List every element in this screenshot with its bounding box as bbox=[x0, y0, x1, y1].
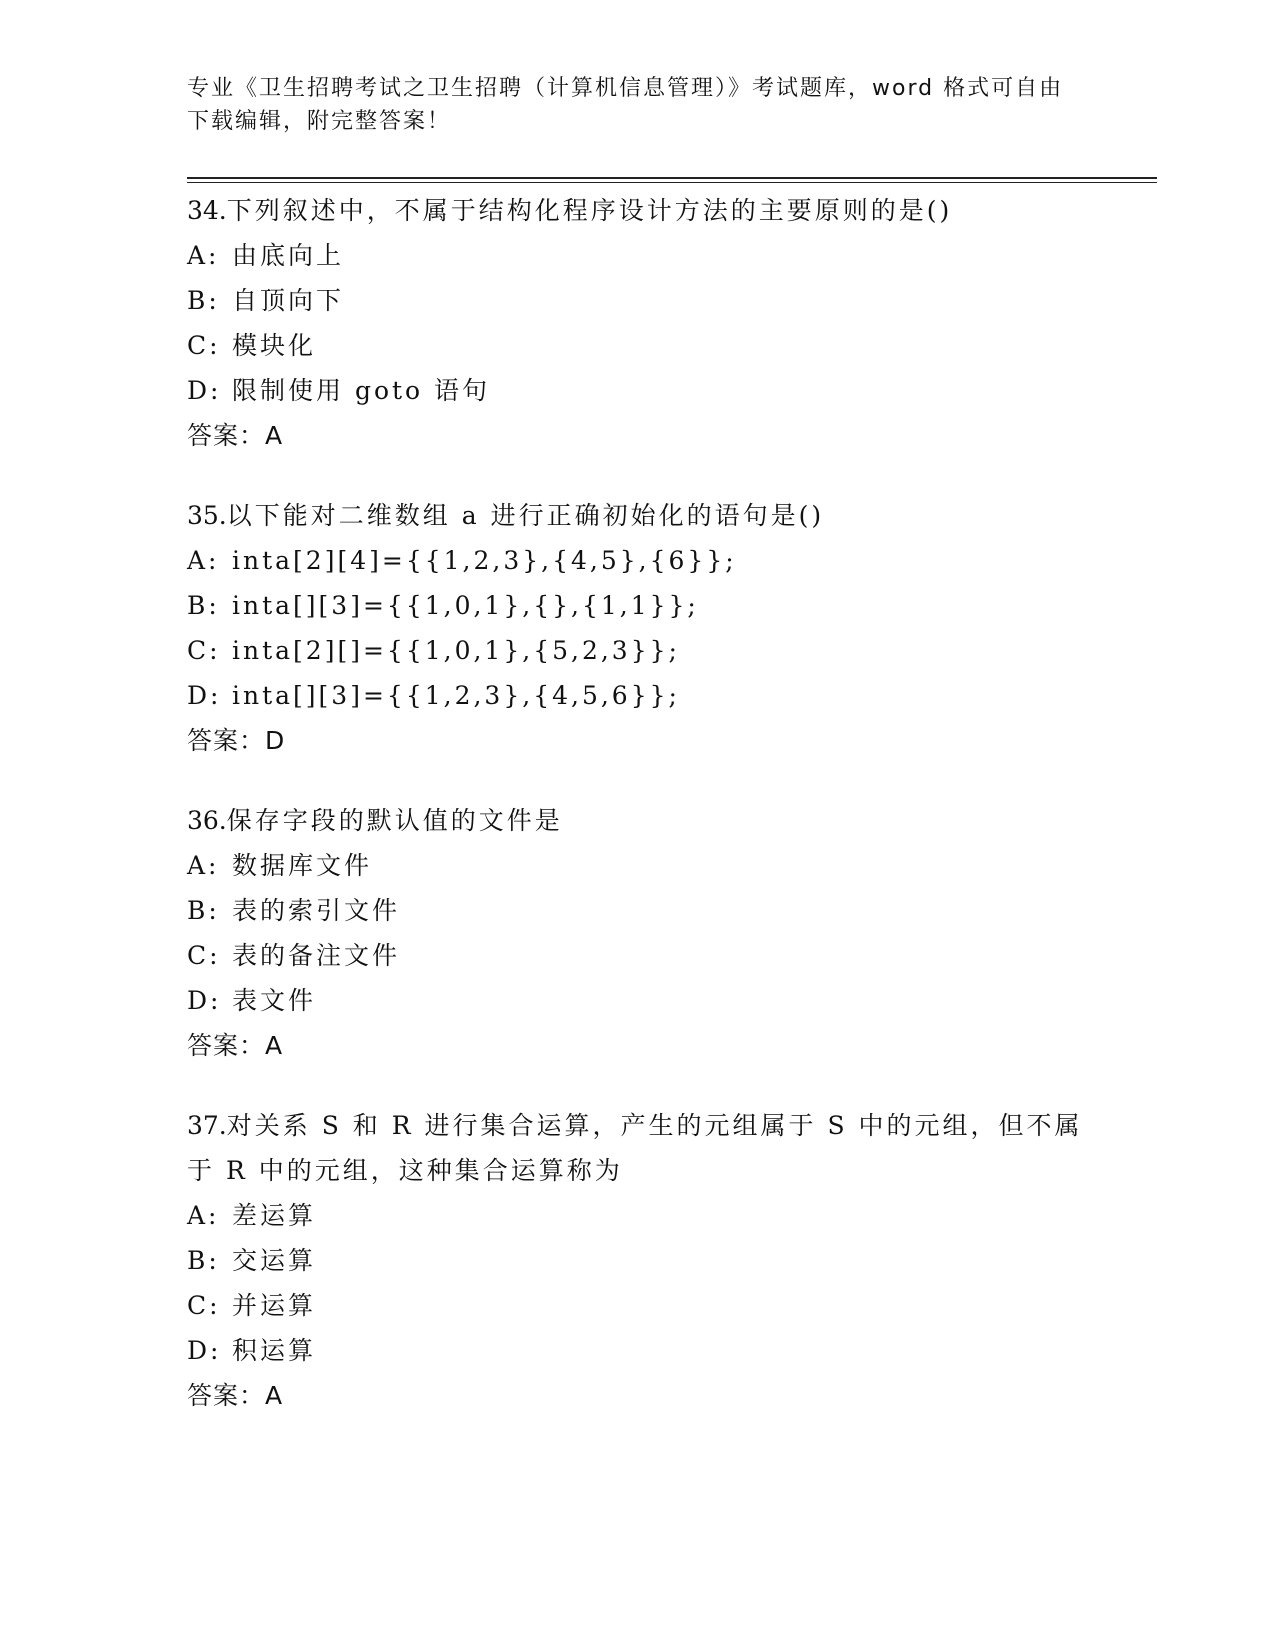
option-text: inta[2][4]={{1,2,3},{4,5},{6}}; bbox=[232, 546, 737, 575]
question-text bbox=[187, 188, 1087, 233]
option-letter: D: bbox=[187, 1336, 222, 1365]
option-text: 交运算 bbox=[232, 1246, 317, 1275]
option-letter: B: bbox=[187, 896, 220, 925]
option-a bbox=[187, 1193, 1087, 1238]
question-37 bbox=[187, 1103, 1087, 1419]
option-text: inta[][3]={{1,0,1},{},{1,1}}; bbox=[232, 591, 699, 620]
option-text: 由底向上 bbox=[232, 241, 345, 270]
option-letter: A: bbox=[187, 546, 220, 575]
question-stem: 对关系 S 和 R 进行集合运算，产生的元组属于 S 中的元组，但不属于 R 中的元组，这种集合运算称为 bbox=[187, 1111, 1083, 1185]
option-text: 差运算 bbox=[232, 1201, 317, 1230]
option-letter: C: bbox=[187, 636, 221, 665]
option-b bbox=[187, 1238, 1087, 1283]
option-letter: B: bbox=[187, 286, 220, 315]
question-text bbox=[187, 493, 1087, 538]
option-text: 限制使用 goto 语句 bbox=[232, 376, 491, 405]
option-a bbox=[187, 538, 1087, 583]
option-b bbox=[187, 888, 1087, 933]
option-letter: A: bbox=[187, 851, 220, 880]
option-text: inta[2][]={{1,0,1},{5,2,3}}; bbox=[232, 636, 680, 665]
option-letter: D: bbox=[187, 986, 222, 1015]
answer-line: 答案：A bbox=[187, 421, 284, 450]
question-text bbox=[187, 1103, 1087, 1193]
option-d bbox=[187, 368, 1087, 413]
option-letter: A: bbox=[187, 241, 220, 270]
question-number: 36. bbox=[187, 806, 227, 835]
option-a bbox=[187, 233, 1087, 278]
option-letter: B: bbox=[187, 591, 220, 620]
question-34 bbox=[187, 188, 1087, 459]
option-c bbox=[187, 933, 1087, 978]
option-text: 数据库文件 bbox=[232, 851, 373, 880]
option-letter: B: bbox=[187, 1246, 220, 1275]
question-number: 35. bbox=[187, 501, 227, 530]
option-text: 表的备注文件 bbox=[232, 941, 401, 970]
option-c bbox=[187, 323, 1087, 368]
question-text bbox=[187, 798, 1087, 843]
option-text: 模块化 bbox=[232, 331, 317, 360]
option-d bbox=[187, 673, 1087, 718]
option-text: 自顶向下 bbox=[232, 286, 345, 315]
option-letter: A: bbox=[187, 1201, 220, 1230]
option-b bbox=[187, 278, 1087, 323]
option-letter: C: bbox=[187, 331, 221, 360]
option-letter: C: bbox=[187, 941, 221, 970]
option-letter: D: bbox=[187, 376, 222, 405]
option-letter: D: bbox=[187, 681, 222, 710]
header-rule-thin bbox=[187, 182, 1157, 183]
question-35 bbox=[187, 493, 1087, 764]
option-text: 并运算 bbox=[232, 1291, 317, 1320]
option-text: 表的索引文件 bbox=[232, 896, 401, 925]
question-number: 34. bbox=[187, 196, 227, 225]
document-header: 专业《卫生招聘考试之卫生招聘（计算机信息管理）》考试题库，word 格式可自由下载编辑，附完整答案！ bbox=[187, 76, 1064, 134]
option-letter: C: bbox=[187, 1291, 221, 1320]
answer-line: 答案：A bbox=[187, 1031, 284, 1060]
question-36 bbox=[187, 798, 1087, 1069]
option-d bbox=[187, 978, 1087, 1023]
option-text: inta[][3]={{1,2,3},{4,5,6}}; bbox=[232, 681, 680, 710]
question-stem: 下列叙述中，不属于结构化程序设计方法的主要原则的是() bbox=[226, 196, 953, 225]
header-rule-thick bbox=[187, 177, 1157, 179]
question-stem: 保存字段的默认值的文件是 bbox=[226, 806, 563, 835]
answer-line: 答案：D bbox=[187, 726, 286, 755]
question-list bbox=[187, 188, 1087, 1453]
option-a bbox=[187, 843, 1087, 888]
answer-line: 答案：A bbox=[187, 1381, 284, 1410]
option-text: 表文件 bbox=[232, 986, 317, 1015]
option-text: 积运算 bbox=[232, 1336, 317, 1365]
option-c bbox=[187, 1283, 1087, 1328]
option-b bbox=[187, 583, 1087, 628]
option-d bbox=[187, 1328, 1087, 1373]
question-stem: 以下能对二维数组 a 进行正确初始化的语句是() bbox=[226, 501, 825, 530]
question-number: 37. bbox=[187, 1111, 227, 1140]
option-c bbox=[187, 628, 1087, 673]
